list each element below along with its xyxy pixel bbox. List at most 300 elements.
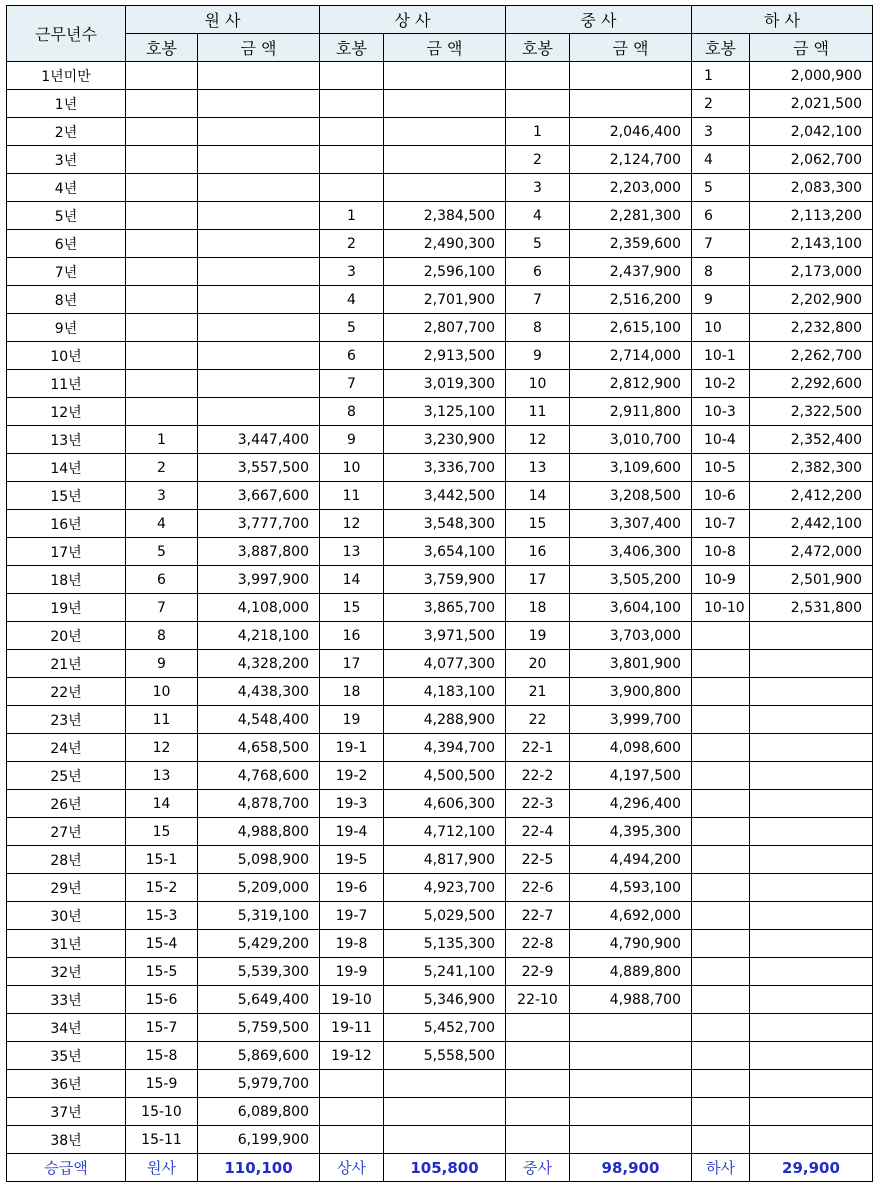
summary-rank: 원사 xyxy=(126,1154,198,1182)
step-cell-jungsa xyxy=(506,1042,570,1070)
step-cell-sangsa: 11 xyxy=(320,482,384,510)
amount-cell-hasa xyxy=(750,1014,873,1042)
table-row xyxy=(7,62,873,90)
step-cell-hasa: 10-6 xyxy=(692,482,750,510)
amount-cell-wonsa: 6,199,900 xyxy=(198,1126,320,1154)
amount-cell-wonsa xyxy=(198,202,320,230)
amount-cell-jungsa xyxy=(570,1098,692,1126)
amount-cell-sangsa: 4,817,900 xyxy=(384,846,506,874)
years-cell: 20년 xyxy=(7,622,126,650)
step-cell-jungsa xyxy=(506,1070,570,1098)
amount-cell-hasa: 2,412,200 xyxy=(750,482,873,510)
amount-cell-wonsa: 4,328,200 xyxy=(198,650,320,678)
amount-cell-hasa xyxy=(750,1098,873,1126)
step-cell-sangsa: 19-10 xyxy=(320,986,384,1014)
table-row xyxy=(7,790,873,818)
group-header-wonsa: 원 사 xyxy=(126,6,320,34)
amount-cell-jungsa: 4,988,700 xyxy=(570,986,692,1014)
amount-cell-wonsa: 4,548,400 xyxy=(198,706,320,734)
years-cell: 23년 xyxy=(7,706,126,734)
amount-cell-hasa xyxy=(750,678,873,706)
step-cell-sangsa: 19-4 xyxy=(320,818,384,846)
table-row xyxy=(7,370,873,398)
amount-cell-jungsa: 2,124,700 xyxy=(570,146,692,174)
amount-cell-sangsa xyxy=(384,118,506,146)
step-cell-wonsa: 15-4 xyxy=(126,930,198,958)
step-cell-hasa: 4 xyxy=(692,146,750,174)
amount-cell-sangsa xyxy=(384,146,506,174)
step-cell-sangsa: 19-11 xyxy=(320,1014,384,1042)
amount-cell-jungsa: 3,801,900 xyxy=(570,650,692,678)
years-cell: 15년 xyxy=(7,482,126,510)
amount-cell-hasa: 2,173,000 xyxy=(750,258,873,286)
amount-cell-wonsa: 3,777,700 xyxy=(198,510,320,538)
step-cell-hasa: 3 xyxy=(692,118,750,146)
amount-cell-wonsa xyxy=(198,230,320,258)
amount-cell-sangsa: 3,971,500 xyxy=(384,622,506,650)
step-cell-wonsa xyxy=(126,118,198,146)
amount-cell-hasa: 2,062,700 xyxy=(750,146,873,174)
step-cell-wonsa: 15-7 xyxy=(126,1014,198,1042)
step-cell-wonsa xyxy=(126,202,198,230)
amount-cell-jungsa: 3,109,600 xyxy=(570,454,692,482)
amount-cell-jungsa: 2,281,300 xyxy=(570,202,692,230)
amount-cell-hasa: 2,000,900 xyxy=(750,62,873,90)
amount-header: 금 액 xyxy=(570,34,692,62)
summary-rank: 하사 xyxy=(692,1154,750,1182)
step-cell-hasa xyxy=(692,762,750,790)
amount-cell-hasa: 2,292,600 xyxy=(750,370,873,398)
amount-cell-hasa xyxy=(750,930,873,958)
amount-cell-sangsa: 5,135,300 xyxy=(384,930,506,958)
salary-table xyxy=(6,5,873,1182)
step-cell-wonsa: 12 xyxy=(126,734,198,762)
years-header: 근무년수 xyxy=(7,6,126,62)
step-cell-sangsa: 19 xyxy=(320,706,384,734)
step-cell-jungsa: 22-2 xyxy=(506,762,570,790)
years-cell: 2년 xyxy=(7,118,126,146)
summary-amount: 105,800 xyxy=(384,1154,506,1182)
amount-cell-sangsa: 5,558,500 xyxy=(384,1042,506,1070)
step-cell-sangsa: 9 xyxy=(320,426,384,454)
amount-cell-sangsa xyxy=(384,174,506,202)
table-row xyxy=(7,286,873,314)
step-cell-sangsa: 19-5 xyxy=(320,846,384,874)
amount-header: 금 액 xyxy=(198,34,320,62)
step-cell-wonsa xyxy=(126,314,198,342)
step-cell-wonsa: 13 xyxy=(126,762,198,790)
step-cell-hasa xyxy=(692,1098,750,1126)
step-cell-hasa: 10 xyxy=(692,314,750,342)
step-cell-jungsa xyxy=(506,1014,570,1042)
years-cell: 25년 xyxy=(7,762,126,790)
table-row xyxy=(7,986,873,1014)
step-cell-hasa xyxy=(692,1014,750,1042)
summary-amount: 110,100 xyxy=(198,1154,320,1182)
step-cell-wonsa xyxy=(126,90,198,118)
amount-cell-sangsa: 3,759,900 xyxy=(384,566,506,594)
step-cell-jungsa: 10 xyxy=(506,370,570,398)
step-cell-wonsa: 15-8 xyxy=(126,1042,198,1070)
amount-cell-hasa xyxy=(750,762,873,790)
table-row xyxy=(7,1126,873,1154)
step-cell-sangsa: 18 xyxy=(320,678,384,706)
amount-cell-wonsa: 4,658,500 xyxy=(198,734,320,762)
amount-cell-jungsa: 3,406,300 xyxy=(570,538,692,566)
amount-cell-hasa xyxy=(750,846,873,874)
years-cell: 18년 xyxy=(7,566,126,594)
step-cell-sangsa xyxy=(320,1070,384,1098)
step-cell-hasa xyxy=(692,734,750,762)
amount-cell-jungsa xyxy=(570,1126,692,1154)
amount-cell-hasa: 2,501,900 xyxy=(750,566,873,594)
table-row xyxy=(7,146,873,174)
amount-cell-jungsa xyxy=(570,1042,692,1070)
step-cell-hasa xyxy=(692,846,750,874)
step-cell-hasa xyxy=(692,678,750,706)
step-cell-jungsa: 16 xyxy=(506,538,570,566)
amount-cell-wonsa: 5,209,000 xyxy=(198,874,320,902)
years-cell: 30년 xyxy=(7,902,126,930)
amount-cell-hasa: 2,021,500 xyxy=(750,90,873,118)
amount-cell-sangsa: 4,606,300 xyxy=(384,790,506,818)
step-cell-hasa xyxy=(692,622,750,650)
years-cell: 14년 xyxy=(7,454,126,482)
step-cell-sangsa xyxy=(320,146,384,174)
years-cell: 35년 xyxy=(7,1042,126,1070)
step-cell-jungsa: 5 xyxy=(506,230,570,258)
amount-cell-jungsa: 3,307,400 xyxy=(570,510,692,538)
amount-cell-hasa: 2,531,800 xyxy=(750,594,873,622)
step-cell-sangsa: 19-1 xyxy=(320,734,384,762)
group-header-jungsa: 중 사 xyxy=(506,6,692,34)
amount-cell-jungsa: 4,889,800 xyxy=(570,958,692,986)
table-row xyxy=(7,706,873,734)
table-row xyxy=(7,846,873,874)
table-row xyxy=(7,90,873,118)
step-cell-jungsa: 22-3 xyxy=(506,790,570,818)
table-row xyxy=(7,762,873,790)
amount-cell-hasa xyxy=(750,874,873,902)
step-cell-wonsa xyxy=(126,258,198,286)
step-cell-hasa: 10-2 xyxy=(692,370,750,398)
amount-cell-sangsa: 2,913,500 xyxy=(384,342,506,370)
step-cell-jungsa: 14 xyxy=(506,482,570,510)
amount-cell-sangsa: 4,394,700 xyxy=(384,734,506,762)
amount-cell-jungsa xyxy=(570,1014,692,1042)
amount-cell-jungsa: 3,900,800 xyxy=(570,678,692,706)
amount-cell-jungsa: 3,505,200 xyxy=(570,566,692,594)
years-cell: 12년 xyxy=(7,398,126,426)
step-cell-wonsa: 15-10 xyxy=(126,1098,198,1126)
step-cell-wonsa: 9 xyxy=(126,650,198,678)
step-cell-hasa xyxy=(692,1126,750,1154)
step-cell-jungsa xyxy=(506,62,570,90)
step-cell-wonsa: 11 xyxy=(126,706,198,734)
step-cell-jungsa: 22-10 xyxy=(506,986,570,1014)
step-cell-hasa: 10-4 xyxy=(692,426,750,454)
amount-cell-jungsa: 2,615,100 xyxy=(570,314,692,342)
step-cell-jungsa: 6 xyxy=(506,258,570,286)
amount-cell-jungsa: 2,714,000 xyxy=(570,342,692,370)
step-cell-jungsa: 3 xyxy=(506,174,570,202)
step-cell-hasa: 10-7 xyxy=(692,510,750,538)
amount-cell-wonsa: 3,667,600 xyxy=(198,482,320,510)
table-row xyxy=(7,1098,873,1126)
amount-cell-jungsa: 2,911,800 xyxy=(570,398,692,426)
table-row xyxy=(7,594,873,622)
amount-cell-sangsa: 3,865,700 xyxy=(384,594,506,622)
amount-cell-wonsa xyxy=(198,370,320,398)
step-cell-jungsa: 4 xyxy=(506,202,570,230)
step-cell-jungsa: 22-1 xyxy=(506,734,570,762)
amount-cell-wonsa xyxy=(198,90,320,118)
years-cell: 10년 xyxy=(7,342,126,370)
amount-cell-hasa xyxy=(750,1126,873,1154)
years-cell: 29년 xyxy=(7,874,126,902)
years-cell: 11년 xyxy=(7,370,126,398)
step-cell-wonsa: 10 xyxy=(126,678,198,706)
years-cell: 28년 xyxy=(7,846,126,874)
amount-cell-jungsa: 4,494,200 xyxy=(570,846,692,874)
amount-cell-wonsa xyxy=(198,118,320,146)
amount-cell-jungsa: 2,359,600 xyxy=(570,230,692,258)
amount-cell-jungsa: 3,604,100 xyxy=(570,594,692,622)
step-cell-hasa: 10-5 xyxy=(692,454,750,482)
amount-cell-hasa xyxy=(750,790,873,818)
years-cell: 24년 xyxy=(7,734,126,762)
amount-cell-sangsa: 2,490,300 xyxy=(384,230,506,258)
amount-cell-sangsa: 3,442,500 xyxy=(384,482,506,510)
amount-cell-wonsa: 5,759,500 xyxy=(198,1014,320,1042)
amount-cell-wonsa: 3,997,900 xyxy=(198,566,320,594)
amount-cell-sangsa: 5,346,900 xyxy=(384,986,506,1014)
step-cell-hasa: 5 xyxy=(692,174,750,202)
step-cell-jungsa: 19 xyxy=(506,622,570,650)
amount-cell-jungsa: 2,203,000 xyxy=(570,174,692,202)
table-row xyxy=(7,538,873,566)
years-cell: 37년 xyxy=(7,1098,126,1126)
amount-cell-jungsa: 4,692,000 xyxy=(570,902,692,930)
step-cell-hasa xyxy=(692,790,750,818)
years-cell: 4년 xyxy=(7,174,126,202)
step-cell-wonsa: 15-2 xyxy=(126,874,198,902)
amount-cell-hasa: 2,113,200 xyxy=(750,202,873,230)
amount-cell-sangsa: 2,807,700 xyxy=(384,314,506,342)
step-cell-sangsa: 4 xyxy=(320,286,384,314)
step-cell-sangsa: 7 xyxy=(320,370,384,398)
years-cell: 1년미만 xyxy=(7,62,126,90)
amount-cell-sangsa: 3,336,700 xyxy=(384,454,506,482)
amount-cell-hasa: 2,352,400 xyxy=(750,426,873,454)
table-row xyxy=(7,202,873,230)
amount-cell-sangsa: 3,654,100 xyxy=(384,538,506,566)
step-cell-sangsa: 5 xyxy=(320,314,384,342)
step-cell-wonsa xyxy=(126,286,198,314)
amount-cell-sangsa: 4,288,900 xyxy=(384,706,506,734)
table-row xyxy=(7,482,873,510)
amount-cell-hasa xyxy=(750,1070,873,1098)
amount-cell-sangsa xyxy=(384,62,506,90)
years-cell: 3년 xyxy=(7,146,126,174)
step-cell-jungsa: 2 xyxy=(506,146,570,174)
table-row xyxy=(7,426,873,454)
amount-cell-jungsa: 2,437,900 xyxy=(570,258,692,286)
amount-cell-wonsa xyxy=(198,286,320,314)
amount-cell-jungsa: 4,395,300 xyxy=(570,818,692,846)
years-cell: 9년 xyxy=(7,314,126,342)
table-row xyxy=(7,650,873,678)
amount-cell-jungsa: 2,812,900 xyxy=(570,370,692,398)
amount-cell-wonsa: 5,539,300 xyxy=(198,958,320,986)
step-cell-jungsa: 12 xyxy=(506,426,570,454)
step-cell-jungsa: 22-9 xyxy=(506,958,570,986)
amount-cell-hasa xyxy=(750,622,873,650)
step-cell-jungsa: 7 xyxy=(506,286,570,314)
table-row xyxy=(7,958,873,986)
step-cell-sangsa: 14 xyxy=(320,566,384,594)
summary-rank: 상사 xyxy=(320,1154,384,1182)
step-cell-jungsa: 13 xyxy=(506,454,570,482)
table-row xyxy=(7,398,873,426)
amount-cell-wonsa: 6,089,800 xyxy=(198,1098,320,1126)
amount-cell-sangsa xyxy=(384,90,506,118)
step-cell-hasa: 10-1 xyxy=(692,342,750,370)
amount-cell-jungsa: 3,999,700 xyxy=(570,706,692,734)
step-cell-wonsa xyxy=(126,174,198,202)
amount-cell-hasa: 2,322,500 xyxy=(750,398,873,426)
group-header-sangsa: 상 사 xyxy=(320,6,506,34)
step-header: 호봉 xyxy=(126,34,198,62)
step-cell-jungsa: 22-4 xyxy=(506,818,570,846)
step-cell-wonsa: 15-1 xyxy=(126,846,198,874)
amount-cell-jungsa: 4,790,900 xyxy=(570,930,692,958)
step-cell-sangsa: 19-8 xyxy=(320,930,384,958)
amount-cell-jungsa: 3,703,000 xyxy=(570,622,692,650)
step-cell-hasa: 2 xyxy=(692,90,750,118)
amount-cell-jungsa: 2,046,400 xyxy=(570,118,692,146)
step-cell-sangsa: 3 xyxy=(320,258,384,286)
amount-cell-hasa xyxy=(750,734,873,762)
step-cell-wonsa: 2 xyxy=(126,454,198,482)
amount-cell-sangsa: 2,701,900 xyxy=(384,286,506,314)
table-row xyxy=(7,258,873,286)
amount-cell-hasa: 2,143,100 xyxy=(750,230,873,258)
amount-cell-wonsa: 3,447,400 xyxy=(198,426,320,454)
amount-cell-hasa: 2,382,300 xyxy=(750,454,873,482)
amount-cell-sangsa: 4,183,100 xyxy=(384,678,506,706)
table-row xyxy=(7,818,873,846)
step-cell-sangsa xyxy=(320,90,384,118)
amount-cell-sangsa: 5,452,700 xyxy=(384,1014,506,1042)
amount-cell-jungsa: 4,296,400 xyxy=(570,790,692,818)
table-row xyxy=(7,930,873,958)
years-cell: 31년 xyxy=(7,930,126,958)
years-cell: 26년 xyxy=(7,790,126,818)
step-cell-hasa xyxy=(692,930,750,958)
step-cell-jungsa: 20 xyxy=(506,650,570,678)
years-cell: 16년 xyxy=(7,510,126,538)
step-cell-hasa: 10-3 xyxy=(692,398,750,426)
step-cell-sangsa: 1 xyxy=(320,202,384,230)
step-cell-sangsa: 19-12 xyxy=(320,1042,384,1070)
amount-cell-hasa: 2,202,900 xyxy=(750,286,873,314)
table-row xyxy=(7,874,873,902)
amount-cell-wonsa: 5,098,900 xyxy=(198,846,320,874)
step-cell-sangsa: 12 xyxy=(320,510,384,538)
step-cell-jungsa: 22-8 xyxy=(506,930,570,958)
step-cell-wonsa xyxy=(126,342,198,370)
step-cell-sangsa: 16 xyxy=(320,622,384,650)
years-cell: 6년 xyxy=(7,230,126,258)
step-cell-jungsa: 22-7 xyxy=(506,902,570,930)
step-cell-hasa: 8 xyxy=(692,258,750,286)
amount-cell-hasa xyxy=(750,1042,873,1070)
amount-cell-wonsa: 5,979,700 xyxy=(198,1070,320,1098)
table-row xyxy=(7,454,873,482)
amount-cell-wonsa: 5,429,200 xyxy=(198,930,320,958)
step-cell-wonsa: 15-11 xyxy=(126,1126,198,1154)
amount-cell-wonsa: 5,869,600 xyxy=(198,1042,320,1070)
step-header: 호봉 xyxy=(506,34,570,62)
step-cell-wonsa: 15-3 xyxy=(126,902,198,930)
step-cell-jungsa: 22 xyxy=(506,706,570,734)
table-row xyxy=(7,314,873,342)
step-cell-wonsa xyxy=(126,146,198,174)
years-cell: 19년 xyxy=(7,594,126,622)
amount-cell-jungsa xyxy=(570,90,692,118)
table-row xyxy=(7,1014,873,1042)
amount-cell-wonsa xyxy=(198,174,320,202)
amount-cell-hasa: 2,472,000 xyxy=(750,538,873,566)
step-cell-sangsa xyxy=(320,118,384,146)
step-cell-sangsa xyxy=(320,174,384,202)
amount-cell-wonsa: 4,218,100 xyxy=(198,622,320,650)
amount-cell-sangsa: 2,596,100 xyxy=(384,258,506,286)
step-header: 호봉 xyxy=(692,34,750,62)
summary-label: 승급액 xyxy=(7,1154,126,1182)
amount-cell-sangsa: 3,125,100 xyxy=(384,398,506,426)
amount-cell-sangsa: 4,077,300 xyxy=(384,650,506,678)
amount-cell-wonsa xyxy=(198,342,320,370)
table-row xyxy=(7,342,873,370)
table-body xyxy=(7,62,873,1154)
amount-cell-hasa xyxy=(750,706,873,734)
step-cell-jungsa: 17 xyxy=(506,566,570,594)
amount-cell-sangsa: 3,230,900 xyxy=(384,426,506,454)
step-cell-wonsa: 15-9 xyxy=(126,1070,198,1098)
step-cell-wonsa: 8 xyxy=(126,622,198,650)
amount-cell-hasa: 2,442,100 xyxy=(750,510,873,538)
summary-amount: 29,900 xyxy=(750,1154,873,1182)
years-cell: 17년 xyxy=(7,538,126,566)
step-cell-hasa xyxy=(692,902,750,930)
step-cell-jungsa: 1 xyxy=(506,118,570,146)
years-cell: 8년 xyxy=(7,286,126,314)
amount-cell-wonsa xyxy=(198,314,320,342)
step-cell-sangsa: 19-2 xyxy=(320,762,384,790)
amount-cell-wonsa xyxy=(198,146,320,174)
amount-cell-hasa xyxy=(750,650,873,678)
step-cell-sangsa: 6 xyxy=(320,342,384,370)
amount-cell-jungsa: 2,516,200 xyxy=(570,286,692,314)
amount-cell-sangsa: 4,923,700 xyxy=(384,874,506,902)
amount-cell-wonsa: 3,887,800 xyxy=(198,538,320,566)
step-cell-hasa xyxy=(692,1042,750,1070)
amount-cell-sangsa: 4,500,500 xyxy=(384,762,506,790)
step-cell-wonsa: 15 xyxy=(126,818,198,846)
step-cell-wonsa: 15-5 xyxy=(126,958,198,986)
